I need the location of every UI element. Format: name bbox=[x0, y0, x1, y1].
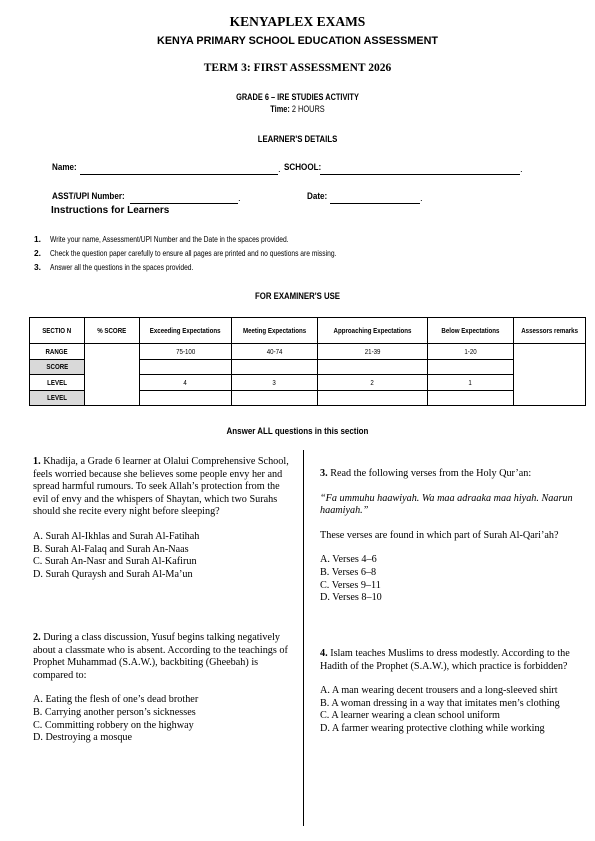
examiner-use-heading: FOR EXAMINER'S USE bbox=[255, 291, 340, 302]
name-line[interactable] bbox=[80, 174, 278, 175]
asst-line[interactable] bbox=[130, 203, 238, 204]
question-2 bbox=[33, 632, 291, 745]
option-b[interactable]: B. A woman dressing in a way that imitates men’s clothing bbox=[320, 697, 560, 709]
col-header-below: Below Expectations bbox=[428, 318, 514, 344]
time-value: 2 HOURS bbox=[289, 104, 325, 114]
question-4 bbox=[320, 648, 572, 736]
school-line[interactable] bbox=[320, 174, 520, 175]
question-4-stem: 4. Islam teaches Muslims to dress modestly. According to the Hadith of the Prophet (S.A.W.), which practice is forbidden? bbox=[320, 648, 570, 672]
instructions-heading: Instructions for Learners bbox=[51, 205, 170, 216]
score-cell[interactable] bbox=[140, 359, 232, 375]
option-d[interactable]: D. Destroying a mosque bbox=[33, 732, 133, 744]
row-label-level: LEVEL bbox=[30, 375, 85, 391]
question-3-stem: 3. Read the following verses from the Holy Qur’an: bbox=[320, 468, 532, 479]
table-cell: 4 bbox=[140, 375, 232, 391]
col-header-approaching: Approaching Expectations bbox=[318, 318, 428, 344]
time-label: Time: bbox=[270, 104, 290, 114]
table-cell: 21-39 bbox=[318, 344, 428, 360]
row-label-range: RANGE bbox=[30, 344, 85, 360]
level-cell[interactable] bbox=[428, 390, 514, 406]
question-2-stem: 2. During a class discussion, Yusuf begins talking negatively about a classmate who is absent. According to the teachings of Prophet Muhammad (S.A.W.), backbiting (Gheebah) is compared to: bbox=[33, 632, 288, 681]
option-b[interactable]: B. Verses 6–8 bbox=[320, 566, 377, 578]
instruction-item: 1. Write your name, Assessment/UPI Number and the Date in the spaces provided. bbox=[34, 234, 289, 244]
level-cell[interactable] bbox=[140, 390, 232, 406]
row-label-score: SCORE bbox=[30, 359, 85, 375]
question-3-quote: “Fa ummuhu haawiyah. Wa maa adraaka maa hiyah. Naarun haamiyah.” bbox=[320, 492, 573, 517]
date-dot: . bbox=[420, 193, 423, 204]
col-header-exceeding: Exceeding Expectations bbox=[140, 318, 232, 344]
option-a[interactable]: A. Surah Al-Ikhlas and Surah Al-Fatihah bbox=[33, 530, 200, 542]
time-allowed bbox=[54, 104, 542, 114]
col-header-remarks: Assessors remarks bbox=[514, 318, 586, 344]
option-c[interactable]: C. Surah An-Nasr and Surah Al-Kafirun bbox=[33, 556, 197, 568]
option-a[interactable]: A. Verses 4–6 bbox=[320, 554, 377, 566]
question-3-follow: These verses are found in which part of Surah Al-Qari’ah? bbox=[320, 529, 559, 541]
question-1 bbox=[33, 456, 291, 581]
table-cell: 1 bbox=[428, 375, 514, 391]
score-cell[interactable] bbox=[232, 359, 318, 375]
table-cell: 2 bbox=[318, 375, 428, 391]
option-b[interactable]: B. Surah Al-Falaq and Surah An-Naas bbox=[33, 543, 189, 555]
col-header-score: % SCORE bbox=[85, 318, 140, 344]
level-cell[interactable] bbox=[318, 390, 428, 406]
option-a[interactable]: A. A man wearing decent trousers and a long-sleeved shirt bbox=[320, 685, 558, 697]
score-cell[interactable] bbox=[318, 359, 428, 375]
score-cell[interactable] bbox=[428, 359, 514, 375]
option-c[interactable]: C. A learner wearing a clean school uniform bbox=[320, 710, 500, 722]
option-d[interactable]: D. Verses 8–10 bbox=[320, 592, 382, 604]
name-label: Name: bbox=[52, 162, 77, 173]
instruction-item: 3. Answer all the questions in the spaces provided. bbox=[34, 262, 194, 272]
asst-dot: . bbox=[238, 193, 241, 204]
option-d[interactable]: D. Surah Quraysh and Surah Al-Ma’un bbox=[33, 568, 193, 580]
option-c[interactable]: C. Verses 9–11 bbox=[320, 579, 381, 591]
school-label: SCHOOL: bbox=[284, 162, 322, 173]
table-cell: 40-74 bbox=[232, 344, 318, 360]
exam-subtitle: KENYA PRIMARY SCHOOL EDUCATION ASSESSMENT bbox=[157, 35, 438, 47]
table-row bbox=[30, 344, 586, 360]
col-header-meeting: Meeting Expectations bbox=[232, 318, 318, 344]
grade-subject: GRADE 6 – IRE STUDIES ACTIVITY bbox=[236, 92, 359, 102]
table-header-row bbox=[30, 318, 586, 344]
option-b[interactable]: B. Carrying another person’s sicknesses bbox=[33, 706, 196, 718]
learner-details-heading: LEARNER'S DETAILS bbox=[257, 134, 338, 145]
date-line[interactable] bbox=[330, 203, 420, 204]
table-cell: 3 bbox=[232, 375, 318, 391]
answer-all-heading: Answer ALL questions in this section bbox=[226, 426, 369, 437]
name-dot: . bbox=[278, 164, 281, 175]
level-cell[interactable] bbox=[232, 390, 318, 406]
instruction-item: 2. Check the question paper carefully to ensure all pages are printed and no questions are missing. bbox=[34, 248, 337, 258]
exam-title: KENYAPLEX EXAMS bbox=[229, 14, 366, 29]
option-c[interactable]: C. Committing robbery on the highway bbox=[33, 719, 194, 731]
term-title: TERM 3: FIRST ASSESSMENT 2026 bbox=[203, 62, 392, 74]
question-1-stem: 1. Khadija, a Grade 6 learner at Olalui Comprehensive School, feels worried because she believes some people envy her and spread harmful rumours. To seek Allah’s protection from the evil of envy and the whispers of Shaytan, which two Surahs should she recite every night before sleeping? bbox=[33, 456, 289, 518]
date-label: Date: bbox=[307, 191, 328, 202]
table-cell: 1-20 bbox=[428, 344, 514, 360]
row-label-level: LEVEL bbox=[30, 390, 85, 406]
school-dot: . bbox=[520, 164, 523, 175]
remarks-cell[interactable] bbox=[514, 344, 586, 406]
question-3 bbox=[320, 468, 575, 605]
option-a[interactable]: A. Eating the flesh of one’s dead brother bbox=[33, 694, 199, 706]
examiner-marks-table bbox=[29, 317, 586, 406]
table-cell: 75-100 bbox=[140, 344, 232, 360]
asst-label: ASST/UPI Number: bbox=[52, 191, 125, 202]
option-d[interactable]: D. A farmer wearing protective clothing while working bbox=[320, 722, 545, 734]
percent-score-cell[interactable] bbox=[85, 344, 140, 406]
col-header-section: SECTIO N bbox=[30, 318, 85, 344]
column-divider bbox=[303, 450, 304, 826]
